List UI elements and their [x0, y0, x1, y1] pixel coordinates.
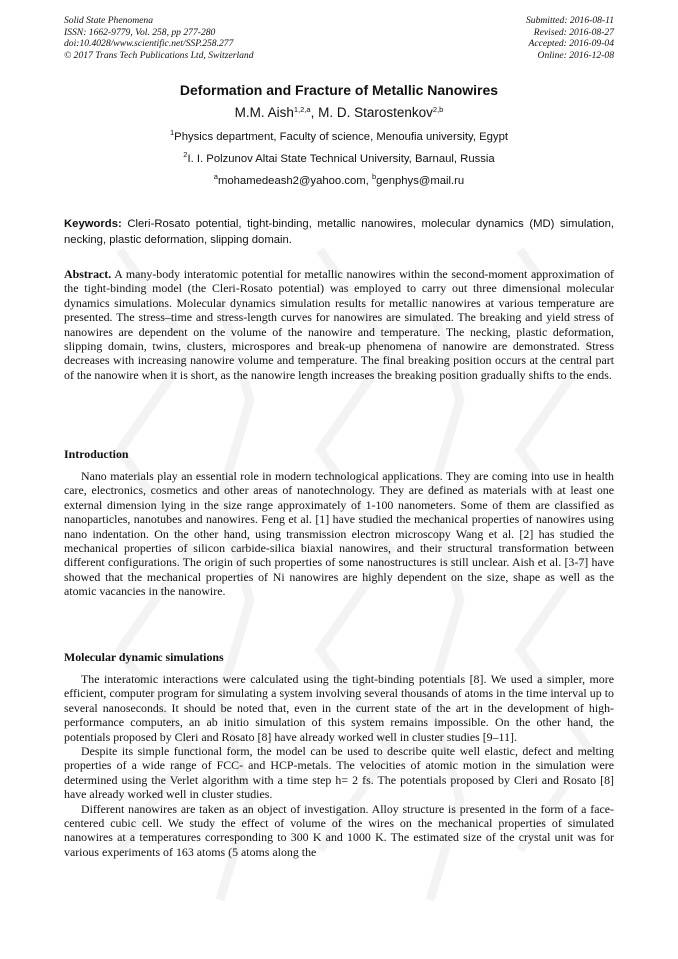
email-line: [0, 172, 678, 187]
author-name: M. D. Starostenkov: [318, 105, 433, 120]
keywords-block: [64, 216, 614, 248]
section-heading: Introduction: [64, 447, 129, 461]
author-name: M.M. Aish: [234, 105, 294, 120]
affiliation-2: [0, 150, 678, 165]
affiliation-1: [0, 128, 678, 143]
paragraph: Despite its simple functional form, the model can be used to describe quite well elastic, defect and melting properties of a wide range of FCC- and HCP-metals. The velocities of atomic motion in the simulation were determined using the Verlet algorithm with a time step h= 2 fs. The potentials proposed by Cleri and Rosato [8] have already worked well in cluster studies.: [64, 744, 614, 802]
abstract-block: [64, 267, 614, 382]
affiliation-text: Physics department, Faculty of science, Menoufia university, Egypt: [174, 131, 508, 143]
paragraph: Nano materials play an essential role in modern technological applications. They are coming into use in health care, electronics, cosmetics and other areas of nanotechnology. They are defined as materials with at least one external dimension lying in the size range approximately of 1-100 nanometers. Some of them are classified as nanoparticles, nanotubes and nanowires. Feng et al. [1] have studied the mechanical properties of nanowires using nano indentation. On the other hand, using transmission electron microscopy Wang et al. [2] has studied the mechanical properties of silicon carbide-silica biaxial nanowires, and their structural transformation between different configurations. The origin of such properties of some nanostructures is still unclear. Aish et al. [3-7] have showed that the mechanical properties of Ni nanowires are highly dependent on the size, shape as well as the atomic vacancies in the nanowire.: [64, 469, 614, 599]
author-superscript: 2,b: [432, 105, 444, 114]
author-line: [0, 105, 678, 120]
section-body: [64, 672, 614, 859]
abstract-text: A many-body interatomic potential for metallic nanowires within the second-moment approximation of the tight-binding model (the Cleri-Rosato potential) was employed to carry out three dimensional molecular dynamics simulations. Molecular dynamics simulation results for metallic nanowires at various temperature are presented. The stress–time and stress-length curves for nanowires are simulated. The breaking and yield stress of nanowires are dependent on the volume of the nanowire and temperature. The necking, plastic deformation, slipping domain, twins, clusters, microspores and break-up phenomena of nanowire are demonstrated. Stress decreases with increasing nanowire volume and temperature. The final breaking position occurs at the central part of the nanowire when it is short, as the nanowire length increases the breaking position gradually shifts to the ends.: [64, 267, 614, 382]
paper-title: Deformation and Fracture of Metallic Nanowires: [179, 82, 499, 98]
keywords-text: Cleri-Rosato potential, tight-binding, metallic nanowires, molecular dynamics (MD) simulation, necking, plastic deformation, slipping domain.: [64, 218, 614, 246]
email-superscript: a: [213, 172, 218, 181]
online-date: Online: 2016-12-08: [537, 49, 614, 61]
keywords-label: Keywords:: [64, 218, 122, 230]
journal-header-right: [526, 15, 614, 61]
revised-date: Revised: 2016-08-27: [533, 26, 614, 38]
section-heading: Molecular dynamic simulations: [64, 650, 224, 664]
journal-header-left: [64, 15, 254, 61]
doi-line: doi:10.4028/www.scientific.net/SSP.258.277: [64, 38, 234, 50]
author-separator: ,: [310, 105, 319, 120]
copyright-line: © 2017 Trans Tech Publications Ltd, Switzerland: [64, 49, 254, 61]
journal-name: Solid State Phenomena: [64, 15, 153, 26]
email-address[interactable]: genphys@mail.ru: [376, 175, 465, 187]
paragraph: Different nanowires are taken as an object of investigation. Alloy structure is presented in the form of a face-centered cubic cell. We study the effect of volume of the wires on the mechanical properties of simulated nanowires at a temperatures corresponding to 300 K and 1000 K. The estimated size of the crystal unit was for various experiments of 163 atoms (5 atoms along the: [64, 801, 614, 859]
issn-line: ISSN: 1662-9779, Vol. 258, pp 277-280: [64, 26, 216, 38]
section-body: [64, 469, 614, 599]
author-superscript: 1,2,a: [293, 105, 311, 114]
submitted-date: Submitted: 2016-08-11: [525, 15, 614, 26]
abstract-label: Abstract.: [64, 267, 112, 281]
paragraph: The interatomic interactions were calculated using the tight-binding potentials [8]. We used a simpler, more efficient, computer program for simulating a system involving several thousands of atoms in the time interval up to several nanoseconds. It should be noted that, even in the current state of the art in the development of high-performance computers, an ab initio simulation of this system remains impossible. On the other hand, the potentials proposed by Cleri and Rosato [8] have already worked well in cluster studies [9–11].: [64, 672, 614, 744]
affiliation-superscript: 2: [183, 150, 188, 159]
affiliation-superscript: 1: [170, 128, 175, 137]
email-superscript: b: [371, 172, 377, 181]
email-address[interactable]: mohamedeash2@yahoo.com,: [217, 175, 372, 187]
accepted-date: Accepted: 2016-09-04: [528, 38, 614, 50]
affiliation-text: I. I. Polzunov Altai State Technical University, Barnaul, Russia: [187, 153, 495, 165]
